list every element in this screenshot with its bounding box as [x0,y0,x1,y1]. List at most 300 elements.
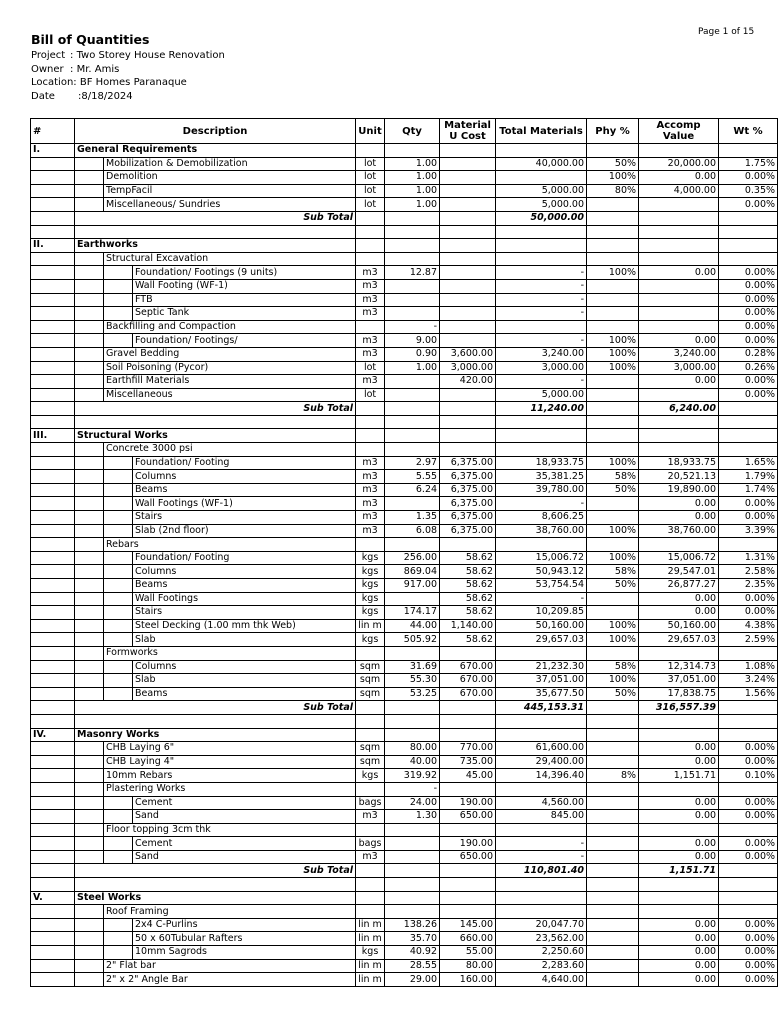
total-materials-cell: 50,943.12 [496,565,587,579]
number-cell [31,769,75,783]
phy-percent-cell [587,796,639,810]
phy-percent-cell [587,755,639,769]
accomp-value-cell: 0.00 [639,796,719,810]
indent-cell [75,456,104,470]
qty-cell: 5.55 [385,470,440,484]
total-materials-cell [496,443,587,457]
indent-cell [75,293,104,307]
unit-cell: m3 [356,293,385,307]
total-materials-cell: - [496,850,587,864]
item-description: TempFacil [104,184,356,198]
qty-cell: 869.04 [385,565,440,579]
unit-cell [356,252,385,266]
accomp-value-cell [639,388,719,402]
item-description: Beams [133,579,356,593]
weight-percent-cell: 3.39% [719,524,778,538]
indent-cell [75,755,104,769]
material-unit-cost-cell: 45.00 [440,769,496,783]
unit-cell [356,415,385,429]
number-cell [31,361,75,375]
qty-cell [385,592,440,606]
item-description: Stairs [133,606,356,620]
material-unit-cost-cell [440,266,496,280]
table-row [31,184,778,198]
subtotal-accomp-value [639,211,719,225]
table-row [31,551,778,565]
total-materials-cell: 2,250.60 [496,946,587,960]
item-description: Soil Poisoning (Pycor) [104,361,356,375]
blank-row [31,225,778,239]
total-materials-cell: - [496,375,587,389]
unit-cell [356,714,385,728]
number-cell [31,171,75,185]
qty-cell [385,837,440,851]
unit-cell: m3 [356,456,385,470]
indent-cell [75,347,104,361]
col-header-material-unit-cost: Material U Cost [440,119,496,144]
table-row [31,918,778,932]
material-unit-cost-cell: 58.62 [440,606,496,620]
section-number: III. [31,429,75,443]
table-row [31,687,778,701]
phy-percent-cell [587,592,639,606]
phy-percent-cell [587,511,639,525]
table-row [31,742,778,756]
table-row [31,334,778,348]
subtotal-accomp-value: 6,240.00 [639,402,719,416]
qty-cell [385,239,440,253]
phy-percent-cell [587,402,639,416]
total-materials-cell: 29,657.03 [496,633,587,647]
phy-percent-cell: 100% [587,266,639,280]
item-description: Slab [133,633,356,647]
number-cell [31,402,75,416]
header-row [31,119,778,144]
total-materials-cell: 38,760.00 [496,524,587,538]
section-title: Earthworks [75,239,356,253]
indent-cell [75,959,104,973]
unit-cell [356,864,385,878]
accomp-value-cell: 0.00 [639,810,719,824]
qty-cell: 256.00 [385,551,440,565]
unit-cell: m3 [356,850,385,864]
weight-percent-cell: 2.58% [719,565,778,579]
weight-percent-cell: 0.10% [719,769,778,783]
unit-cell [356,905,385,919]
indent-cell [75,810,104,824]
item-description: Foundation/ Footing [133,551,356,565]
qty-cell [385,443,440,457]
description-cell [75,415,356,429]
qty-cell: 1.00 [385,198,440,212]
project-key: Project [31,50,66,61]
material-unit-cost-cell: 80.00 [440,959,496,973]
accomp-value-cell: 0.00 [639,973,719,987]
indent-cell [75,646,104,660]
material-unit-cost-cell [440,429,496,443]
indent-cell [104,633,133,647]
indent-cell [104,266,133,280]
total-materials-cell: - [496,279,587,293]
unit-cell: kgs [356,946,385,960]
item-description: 10mm Sagrods [133,946,356,960]
phy-percent-cell [587,714,639,728]
blank-row [31,415,778,429]
phy-percent-cell: 58% [587,660,639,674]
indent-cell [104,524,133,538]
indent-cell [75,579,104,593]
indent-cell [104,456,133,470]
subtotal-label: Sub Total [75,864,356,878]
number-cell [31,375,75,389]
section-number: IV. [31,728,75,742]
section-number: V. [31,891,75,905]
owner-line [31,63,119,77]
unit-cell: bags [356,796,385,810]
owner-sep: : [70,63,77,75]
total-materials-cell: 61,600.00 [496,742,587,756]
total-materials-cell: 10,209.85 [496,606,587,620]
qty-cell: 6.24 [385,483,440,497]
qty-cell: 80.00 [385,742,440,756]
total-materials-cell: 8,606.25 [496,511,587,525]
material-unit-cost-cell [440,198,496,212]
number-cell [31,878,75,892]
material-unit-cost-cell [440,701,496,715]
number-cell [31,755,75,769]
phy-percent-cell: 80% [587,184,639,198]
indent-cell [104,497,133,511]
accomp-value-cell [639,252,719,266]
qty-cell [385,701,440,715]
indent-cell [75,796,104,810]
material-unit-cost-cell: 55.00 [440,946,496,960]
table-row [31,973,778,987]
number-cell [31,157,75,171]
indent-cell [75,918,104,932]
total-materials-cell: - [496,334,587,348]
section-title: Masonry Works [75,728,356,742]
item-description: Slab [133,674,356,688]
accomp-value-cell [639,443,719,457]
table-row [31,823,778,837]
table-row [31,606,778,620]
indent-cell [75,483,104,497]
weight-percent-cell: 1.31% [719,551,778,565]
total-materials-cell: 4,560.00 [496,796,587,810]
indent-cell [104,660,133,674]
number-cell [31,266,75,280]
qty-cell [385,429,440,443]
unit-cell: m3 [356,375,385,389]
total-materials-cell: 3,000.00 [496,361,587,375]
phy-percent-cell: 8% [587,769,639,783]
indent-cell [75,932,104,946]
table-row [31,619,778,633]
qty-cell: 35.70 [385,932,440,946]
table-row [31,932,778,946]
weight-percent-cell: 0.00% [719,932,778,946]
phy-percent-cell [587,144,639,158]
total-materials-cell: 35,381.25 [496,470,587,484]
subtotal-row [31,402,778,416]
indent-cell [75,361,104,375]
phy-percent-cell [587,307,639,321]
accomp-value-cell [639,782,719,796]
table-row [31,646,778,660]
total-materials-cell: 14,396.40 [496,769,587,783]
unit-cell: m3 [356,347,385,361]
table-row [31,470,778,484]
total-materials-cell: 18,933.75 [496,456,587,470]
unit-cell: kgs [356,592,385,606]
qty-cell [385,728,440,742]
unit-cell: lot [356,171,385,185]
phy-percent-cell [587,646,639,660]
subtotal-row [31,864,778,878]
indent-cell [75,782,104,796]
qty-cell [385,823,440,837]
number-cell [31,538,75,552]
material-unit-cost-cell [440,728,496,742]
accomp-value-cell: 0.00 [639,375,719,389]
table-row [31,796,778,810]
qty-cell: 1.30 [385,810,440,824]
phy-percent-cell: 100% [587,619,639,633]
number-cell [31,579,75,593]
subtotal-row [31,701,778,715]
item-description: 2" x 2" Angle Bar [104,973,356,987]
phy-percent-cell: 100% [587,334,639,348]
qty-cell: 505.92 [385,633,440,647]
table-row [31,279,778,293]
accomp-value-cell [639,646,719,660]
col-header-number: # [31,119,75,144]
subtotal-label: Sub Total [75,211,356,225]
unit-cell: m3 [356,307,385,321]
item-description: Demolition [104,171,356,185]
accomp-value-cell [639,728,719,742]
phy-percent-cell: 50% [587,579,639,593]
unit-cell: bags [356,837,385,851]
item-description: Formworks [104,646,356,660]
date-key: Date [31,90,55,102]
number-cell [31,796,75,810]
item-description: Wall Footing (WF-1) [133,279,356,293]
unit-cell: kgs [356,551,385,565]
weight-percent-cell [719,646,778,660]
accomp-value-cell: 0.00 [639,946,719,960]
unit-cell [356,728,385,742]
total-materials-cell: 23,562.00 [496,932,587,946]
accomp-value-cell: 0.00 [639,932,719,946]
unit-cell: lin m [356,619,385,633]
accomp-value-cell: 0.00 [639,171,719,185]
weight-percent-cell [719,415,778,429]
number-cell [31,279,75,293]
weight-percent-cell: 0.00% [719,307,778,321]
accomp-value-cell: 15,006.72 [639,551,719,565]
weight-percent-cell [719,864,778,878]
indent-cell [75,606,104,620]
indent-cell [104,565,133,579]
table-row [31,388,778,402]
qty-cell [385,646,440,660]
material-unit-cost-cell: 6,375.00 [440,524,496,538]
indent-cell [75,837,104,851]
material-unit-cost-cell: 6,375.00 [440,456,496,470]
total-materials-cell: - [496,497,587,511]
item-description: Steel Decking (1.00 mm thk Web) [133,619,356,633]
material-unit-cost-cell [440,402,496,416]
item-description: Gravel Bedding [104,347,356,361]
weight-percent-cell [719,878,778,892]
accomp-value-cell [639,429,719,443]
material-unit-cost-cell [440,171,496,185]
material-unit-cost-cell [440,443,496,457]
material-unit-cost-cell: 670.00 [440,660,496,674]
total-materials-cell [496,782,587,796]
accomp-value-cell: 18,933.75 [639,456,719,470]
material-unit-cost-cell [440,320,496,334]
accomp-value-cell: 26,877.27 [639,579,719,593]
table-row [31,293,778,307]
table-row [31,579,778,593]
unit-cell: kgs [356,606,385,620]
weight-percent-cell: 0.00% [719,755,778,769]
total-materials-cell: 35,677.50 [496,687,587,701]
table-row [31,769,778,783]
weight-percent-cell: 0.00% [719,266,778,280]
total-materials-cell: 53,754.54 [496,579,587,593]
material-unit-cost-cell: 6,375.00 [440,511,496,525]
number-cell [31,687,75,701]
unit-cell: m3 [356,470,385,484]
indent-cell [75,388,104,402]
phy-percent-cell [587,823,639,837]
total-materials-cell [496,171,587,185]
phy-percent-cell [587,443,639,457]
location-key: Location [31,77,74,88]
table-row [31,443,778,457]
number-cell [31,606,75,620]
qty-cell: 319.92 [385,769,440,783]
unit-cell: sqm [356,660,385,674]
phy-percent-cell [587,837,639,851]
accomp-value-cell [639,823,719,837]
number-cell [31,497,75,511]
qty-cell [385,415,440,429]
phy-percent-cell [587,239,639,253]
material-unit-cost-cell [440,225,496,239]
table-row [31,592,778,606]
phy-percent-cell: 100% [587,551,639,565]
material-unit-cost-cell: 660.00 [440,932,496,946]
material-unit-cost-cell: 190.00 [440,837,496,851]
indent-cell [104,483,133,497]
indent-cell [75,551,104,565]
weight-percent-cell: 4.38% [719,619,778,633]
indent-cell [75,905,104,919]
item-description: Cement [133,796,356,810]
number-cell [31,973,75,987]
item-description: Cement [133,837,356,851]
qty-cell: - [385,320,440,334]
qty-cell: 0.90 [385,347,440,361]
subtotal-accomp-value: 1,151.71 [639,864,719,878]
weight-percent-cell: 2.35% [719,579,778,593]
accomp-value-cell: 1,151.71 [639,769,719,783]
total-materials-cell: 37,051.00 [496,674,587,688]
accomp-value-cell [639,538,719,552]
total-materials-cell: - [496,837,587,851]
indent-cell [104,579,133,593]
phy-percent-cell [587,728,639,742]
weight-percent-cell: 0.00% [719,810,778,824]
accomp-value-cell: 0.00 [639,850,719,864]
accomp-value-cell [639,320,719,334]
unit-cell [356,320,385,334]
material-unit-cost-cell: 58.62 [440,592,496,606]
phy-percent-cell [587,252,639,266]
total-materials-cell: 2,283.60 [496,959,587,973]
qty-cell: 28.55 [385,959,440,973]
phy-percent-cell [587,973,639,987]
item-description: Septic Tank [133,307,356,321]
accomp-value-cell [639,239,719,253]
phy-percent-cell [587,918,639,932]
indent-cell [104,946,133,960]
total-materials-cell [496,905,587,919]
col-header-description: Description [75,119,356,144]
total-materials-cell [496,225,587,239]
number-cell [31,810,75,824]
material-unit-cost-cell: 735.00 [440,755,496,769]
indent-cell [104,932,133,946]
col-header-unit: Unit [356,119,385,144]
weight-percent-cell: 0.00% [719,850,778,864]
number-cell [31,388,75,402]
subtotal-total-materials: 445,153.31 [496,701,587,715]
total-materials-cell: 5,000.00 [496,198,587,212]
weight-percent-cell: 1.74% [719,483,778,497]
indent-cell [104,810,133,824]
phy-percent-cell [587,538,639,552]
total-materials-cell [496,429,587,443]
phy-percent-cell [587,959,639,973]
indent-cell [75,633,104,647]
number-cell [31,660,75,674]
material-unit-cost-cell [440,782,496,796]
weight-percent-cell [719,891,778,905]
number-cell [31,225,75,239]
unit-cell: m3 [356,511,385,525]
material-unit-cost-cell: 6,375.00 [440,483,496,497]
unit-cell: lin m [356,959,385,973]
unit-cell: sqm [356,742,385,756]
number-cell [31,307,75,321]
number-cell [31,592,75,606]
section-row [31,429,778,443]
weight-percent-cell: 1.75% [719,157,778,171]
accomp-value-cell [639,415,719,429]
phy-percent-cell: 100% [587,674,639,688]
number-cell [31,320,75,334]
phy-percent-cell: 50% [587,687,639,701]
qty-cell: 6.08 [385,524,440,538]
item-description: Columns [133,660,356,674]
qty-cell [385,905,440,919]
